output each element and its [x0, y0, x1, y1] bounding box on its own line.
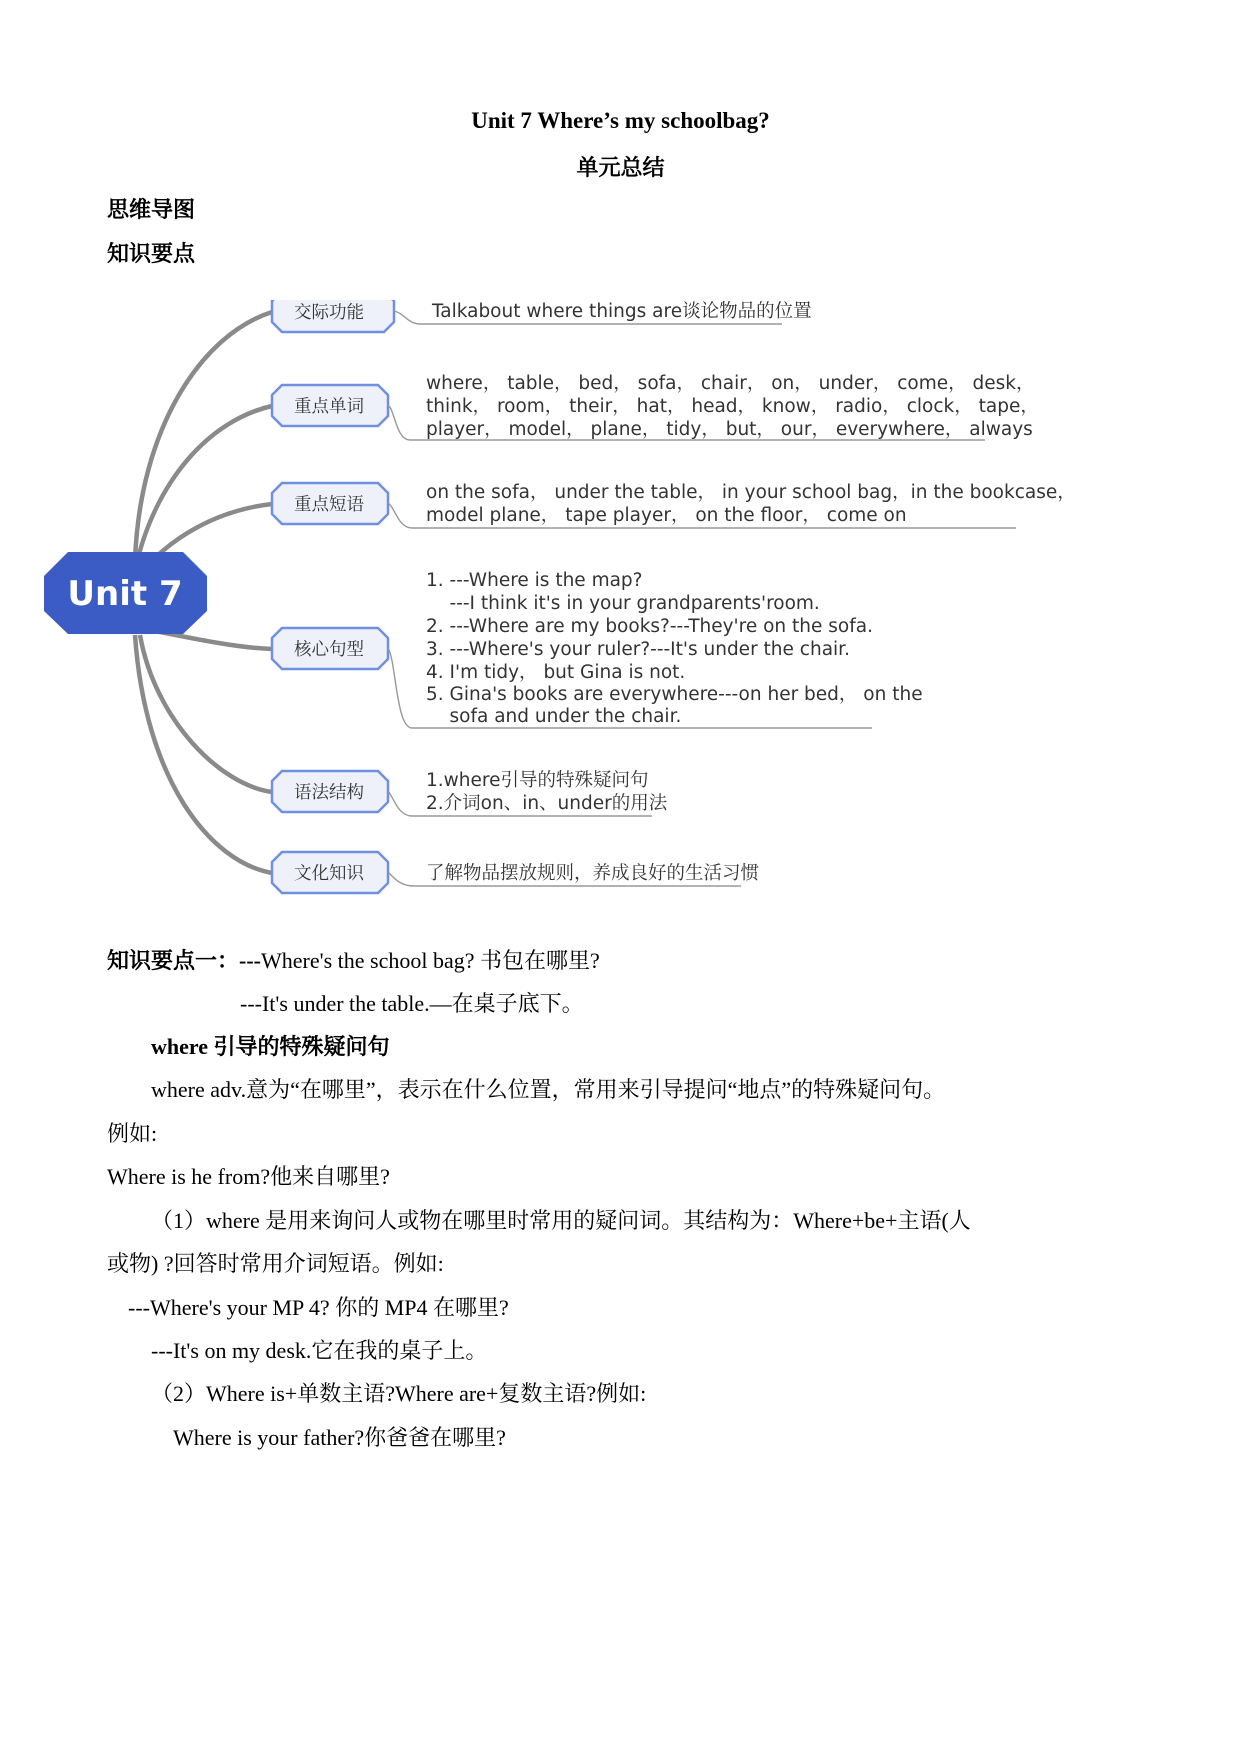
- branch-4-line-5: 4. I'm tidy， but Gina is not.: [426, 662, 686, 683]
- point1-heading-line: [107, 944, 600, 975]
- category-node-2: [272, 385, 388, 426]
- category-label-6: 文化知识: [294, 864, 364, 884]
- category-label-4: 核心句型: [294, 640, 364, 660]
- branch-text-3: [426, 482, 1076, 526]
- central-node-label: Unit 7: [67, 574, 183, 614]
- central-node: [44, 552, 207, 634]
- branch-text-6: [426, 863, 759, 884]
- category-node-3: [272, 483, 388, 524]
- connector-2: [135, 406, 272, 570]
- branch-6-line-1: 了解物品摆放规则，养成良好的生活习惯: [426, 863, 760, 884]
- branch-3-line-2: model plane， tape player， on the floor， come on: [426, 505, 907, 526]
- category-label-2: 重点单词: [294, 397, 364, 417]
- branch-5-line-1: 1.where引导的特殊疑问句: [426, 770, 649, 791]
- point1-example3: ---It's on my desk.它在我的桌子上。: [151, 1338, 488, 1363]
- branch-3-line-1: on the sofa， under the table， in your school bag，in the bookcase，: [426, 482, 1076, 503]
- branch-text-5: [426, 769, 668, 814]
- branch-2-line-3: player， model， plane， tidy， but， our， everywhere， always: [426, 419, 1033, 440]
- point1-example2: ---Where's your MP 4? 你的 MP4 在哪里?: [128, 1295, 509, 1320]
- document-title: Unit 7 Where’s my schoolbag?: [471, 108, 770, 133]
- point1-para1-line1: where adv.意为“在哪里”，表示在什么位置，常用来引导提问“地点”的特殊疑问句。: [151, 1077, 946, 1102]
- mind-map: [0, 300, 1241, 920]
- branch-4-line-4: 3. ---Where's your ruler?---It's under the chair.: [426, 639, 850, 660]
- point1-example4: Where is your father?你爸爸在哪里?: [173, 1425, 506, 1450]
- branch-4-line-1: 1. ---Where is the map?: [426, 570, 643, 591]
- document-subtitle: 单元总结: [576, 155, 665, 180]
- point1-item1-line2: 或物) ?回答时常用介词短语。例如:: [107, 1251, 444, 1276]
- branch-text-4: [426, 570, 923, 727]
- branch-4-line-6: 5. Gina's books are everywhere---on her bed， on the: [426, 684, 923, 705]
- point1-item2: （2）Where is+单数主语?Where are+复数主语?例如:: [151, 1381, 647, 1406]
- point1-label: 知识要点一：: [107, 948, 240, 973]
- branch-text-2: [426, 373, 1039, 440]
- category-node-1: [272, 300, 394, 332]
- point1-dashes: ---: [239, 948, 261, 973]
- branch-4-line-2: ---I think it's in your grandparents'room.: [426, 593, 820, 614]
- point1-para1-line2: 例如:: [107, 1121, 158, 1146]
- point1-item1-line1: （1）where 是用来询问人或物在哪里时常用的疑问词。其结构为：Where+be+主语(人: [151, 1208, 971, 1233]
- branch-5-line-2: 2.介词on、in、under的用法: [426, 793, 668, 814]
- branch-4-line-7: sofa and under the chair.: [426, 706, 682, 727]
- section-heading-points: 知识要点: [107, 241, 196, 266]
- category-node-4: [272, 628, 388, 669]
- category-label-1: 交际功能: [294, 303, 364, 323]
- category-label-5: 语法结构: [294, 783, 364, 803]
- point1-question: Where's the school bag? 书包在哪里?: [261, 948, 600, 973]
- connector-5: [140, 635, 272, 792]
- category-node-5: [272, 771, 388, 812]
- branch-text-1: [431, 301, 812, 322]
- point1-subheading: where 引导的特殊疑问句: [151, 1034, 390, 1059]
- point1-answer: ---It's under the table.—在桌子底下。: [240, 991, 584, 1016]
- section-heading-mindmap: 思维导图: [107, 197, 196, 222]
- category-node-6: [272, 852, 388, 893]
- branch-2-line-1: where， table， bed， sofa， chair， on， under， come， desk，: [426, 373, 1035, 394]
- branch-2-line-2: think， room， their， hat， head， know， radio， clock， tape，: [426, 396, 1039, 417]
- branch-1-line-1: Talkabout where things are谈论物品的位置: [432, 301, 812, 322]
- category-label-3: 重点短语: [294, 495, 364, 515]
- branch-4-line-3: 2. ---Where are my books?---They're on the sofa.: [426, 616, 873, 637]
- point1-example1: Where is he from?他来自哪里?: [107, 1164, 390, 1189]
